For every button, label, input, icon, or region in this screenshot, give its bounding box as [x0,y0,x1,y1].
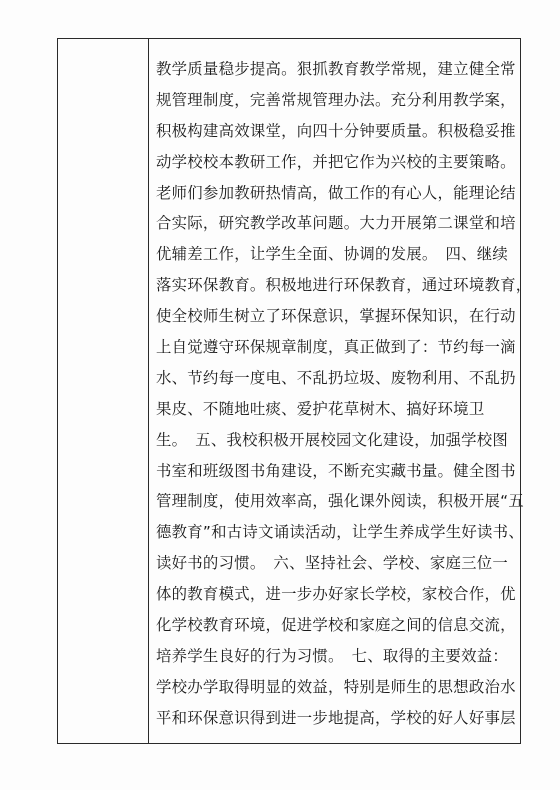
text-line: 使全校师生树立了环保意识，掌握环保知识，在行动 [156,307,516,326]
text-line: 管理制度，使用效率高，强化课外阅读，积极开展“五 [156,492,524,511]
column-divider [148,38,149,744]
text-line: 水、节约每一度电、不乱扔垃圾、废物利用、不乱扔 [156,368,516,387]
text-line: 平和环保意识得到进一步地提高，学校的好人好事层 [156,708,516,727]
text-line: 培养学生良好的行为习惯。 七、取得的主要效益： [156,646,509,665]
text-line: 果皮、不随地吐痰、爱护花草树木、搞好环境卫 [156,399,485,418]
body-text-cell [156,54,532,734]
text-line: 积极构建高效课堂，向四十分钟要质量。积极稳妥推 [156,121,516,140]
text-line: 生。 五、我校积极开展校园文化建设，加强学校图 [156,430,509,449]
text-line: 落实环保教育。积极地进行环保教育，通过环境教育， [156,276,532,295]
text-line: 上自觉遵守环保规章制度，真正做到了：节约每一滴 [156,338,516,357]
text-line: 合实际，研究教学改革问题。大力开展第二课堂和培 [156,214,516,233]
text-line: 化学校教育环境，促进学校和家庭之间的信息交流， [156,616,516,635]
text-line: 德教育”和古诗文诵读活动，让学生养成学生好读书、 [156,523,524,542]
text-line: 规管理制度，完善常规管理办法。充分利用教学案， [156,90,516,109]
text-line: 老师们参加教研热情高，做工作的有心人，能理论结 [156,183,516,202]
left-label-cell [58,39,147,743]
text-line: 体的教育模式，进一步办好家长学校，家校合作，优 [156,585,516,604]
text-line: 学校办学取得明显的效益，特别是师生的思想政治水 [156,677,516,696]
text-line: 动学校校本教研工作，并把它作为兴校的主要策略。 [156,152,516,171]
text-line: 书室和班级图书角建设，不断充实藏书量。健全图书 [156,461,516,480]
text-line: 优辅差工作，让学生全面、协调的发展。 四、继续 [156,245,509,264]
text-line: 教学质量稳步提高。狠抓教育教学常规，建立健全常 [156,60,516,78]
text-line: 读好书的习惯。 六、坚持社会、学校、家庭三位一 [156,554,509,573]
